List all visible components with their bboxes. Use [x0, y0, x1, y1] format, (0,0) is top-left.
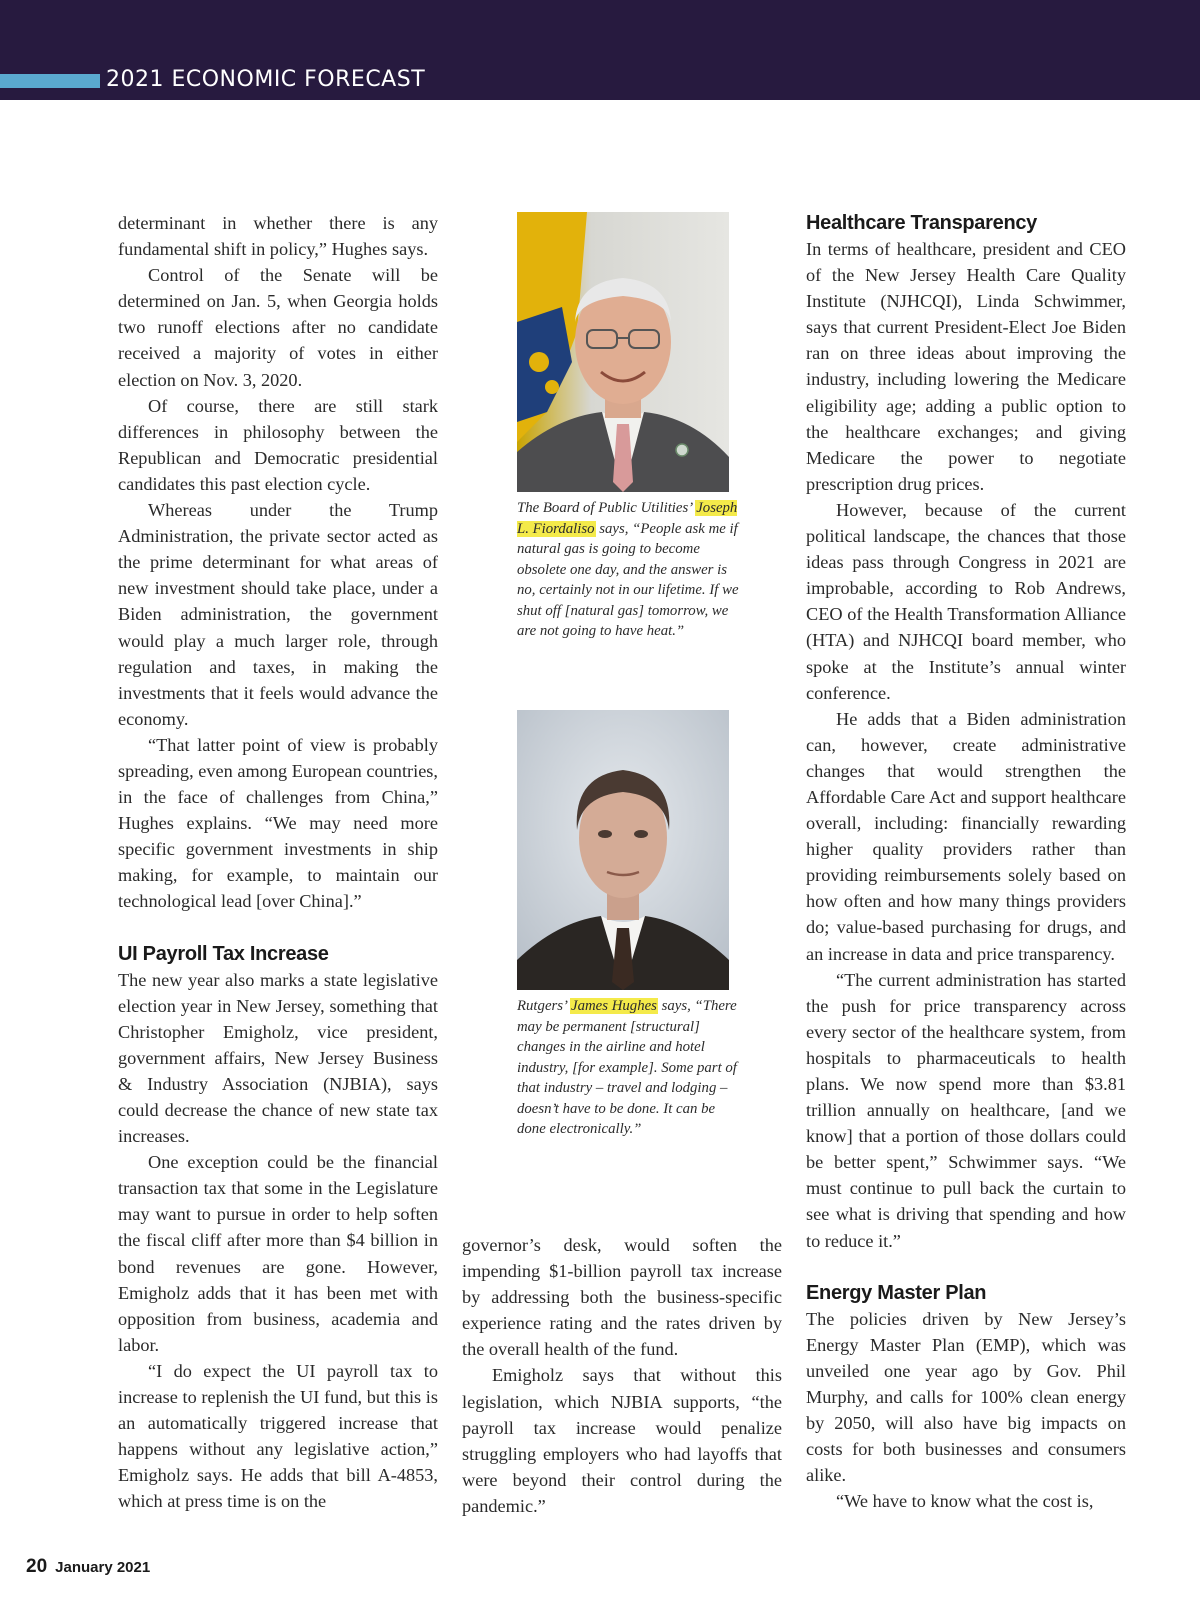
caption-text: Rutgers’: [517, 998, 571, 1014]
paragraph: governor’s desk, would soften the impending $1-billion payroll tax increase by addressing both the business-specific experience rating and the rates driven by the overall health of the fund.: [462, 1235, 782, 1360]
paragraph: The new year also marks a state legislative election year in New Jersey, something that Christopher Emigholz, vice president, government affairs, New Jersey Business & Industry Association (NJBIA), says could decrease the chance of new state tax increases.: [118, 969, 438, 1147]
caption-text: says, “People ask me if natural gas is going to become obsolete one day, and the answer is no, certainly not in our lifetime. If we shut off [natural gas] tomorrow, we are not going to have heat.”: [517, 520, 739, 639]
paragraph: determinant in whether there is any fundamental shift in policy,” Hughes says.: [118, 213, 438, 260]
paragraph: However, because of the current political landscape, the chances that those ideas pass through Congress in 2021 are improbable, according to Rob Andrews, CEO of the Health Transformation Alliance (HTA) and NJHCQI board member, who spoke at the Institute’s annual winter conference.: [806, 499, 1126, 703]
caption-text: The Board of Public Utilities’: [517, 500, 696, 516]
photo-caption-fiordaliso: [517, 498, 739, 642]
paragraph: Control of the Senate will be determined on Jan. 5, when Georgia holds two runoff elections after no candidate received a majority of votes in either election on Nov. 3, 2020.: [118, 265, 438, 390]
photo-hughes: [517, 710, 729, 990]
photo-caption-hughes: [517, 996, 739, 1140]
paragraph: Of course, there are still stark differences in philosophy between the Republican and Democratic presidential candidates this past election cycle.: [118, 395, 438, 494]
issue-date: January 2021: [55, 1559, 151, 1576]
paragraph: “We have to know what the cost is,: [836, 1491, 1094, 1512]
page-number: 20: [26, 1556, 48, 1577]
paragraph: “I do expect the UI payroll tax to increase to replenish the UI fund, but this is an automatically triggered increase that happens without any legislative action,” Emigholz says. He adds that bill A-4853, which at press time is on the: [118, 1360, 438, 1512]
paragraph: “That latter point of view is probably spreading, even among European countries, in the face of challenges from China,” Hughes explains. “We may need more specific government investments in ship making, for example, to maintain our technological lead [over China].”: [118, 734, 438, 912]
paragraph: Whereas under the Trump Administration, the private sector acted as the prime determinant for what areas of new investment should take place, under a Biden administration, the government would play a much larger role, through regulation and taxes, in making the investments that it feels would advance the economy.: [118, 500, 438, 729]
portrait-hughes-image: [517, 710, 729, 990]
section-title: 2021 ECONOMIC FORECAST: [106, 67, 426, 92]
article-column-3: [806, 210, 1126, 1514]
portrait-fiordaliso-image: [517, 212, 729, 492]
header-bar: [0, 0, 1200, 100]
paragraph: Emigholz says that without this legislation, which NJBIA supports, “the payroll tax increase would penalize struggling employers who had layoffs that were beyond their control during the pandemic.”: [462, 1365, 782, 1516]
article-column-2: [462, 1232, 782, 1519]
header-accent-stripe: [0, 74, 100, 88]
highlighted-name: Joseph L. Fiordaliso: [517, 500, 738, 537]
subheading-ui-payroll-tax: UI Payroll Tax Increase: [118, 942, 329, 965]
caption-text: says, “There may be permanent [structural] changes in the airline and hotel industry, [for example]. Some part of that industry – travel and lodging – doesn’t have to be done. It can be done electronically.”: [517, 998, 737, 1137]
paragraph: “The current administration has started the push for price transparency across every sector of the healthcare system, from hospitals to pharmaceuticals to health plans. We now spend more than $3.81 trillion annually on healthcare, [and we know] that a portion of those dollars could be better spent,” Schwimmer says. “We must continue to pull back the curtain to see what is driving that spending and how to reduce it.”: [806, 969, 1126, 1251]
subheading-energy-master-plan: Energy Master Plan: [806, 1281, 987, 1304]
paragraph: In terms of healthcare, president and CEO of the New Jersey Health Care Quality Institute (NJHCQI), Linda Schwimmer, says that current President-Elect Joe Biden ran on three ideas about improving the industry, including lowering the Medicare eligibility age; adding a public option to the healthcare exchanges; and giving Medicare the power to negotiate prescription drug prices.: [806, 239, 1126, 494]
paragraph: He adds that a Biden administration can, however, create administrative changes that would strengthen the Affordable Care Act and support healthcare overall, including: financially rewarding higher quality providers rather than providing reimbursements solely based on how often and how many things providers do; value-based purchasing for drugs, and an increase in data and price transparency.: [806, 708, 1126, 964]
photo-fiordaliso: [517, 212, 729, 492]
paragraph: The policies driven by New Jersey’s Energy Master Plan (EMP), which was unveiled one year ago by Gov. Phil Murphy, and calls for 100% clean energy by 2050, will also have big impacts on costs for both businesses and consumers alike.: [806, 1308, 1126, 1486]
highlighted-name: James Hughes: [571, 998, 657, 1014]
page-footer: [26, 1556, 150, 1578]
subheading-healthcare-transparency: Healthcare Transparency: [806, 212, 1038, 234]
paragraph: One exception could be the financial transaction tax that some in the Legislature may want to pursue in order to help soften the fiscal cliff after more than $4 billion in bond revenues are gone. However, Emigholz adds that it has been met with opposition from business, academia and labor.: [118, 1152, 438, 1355]
article-column-1: [118, 210, 438, 1515]
